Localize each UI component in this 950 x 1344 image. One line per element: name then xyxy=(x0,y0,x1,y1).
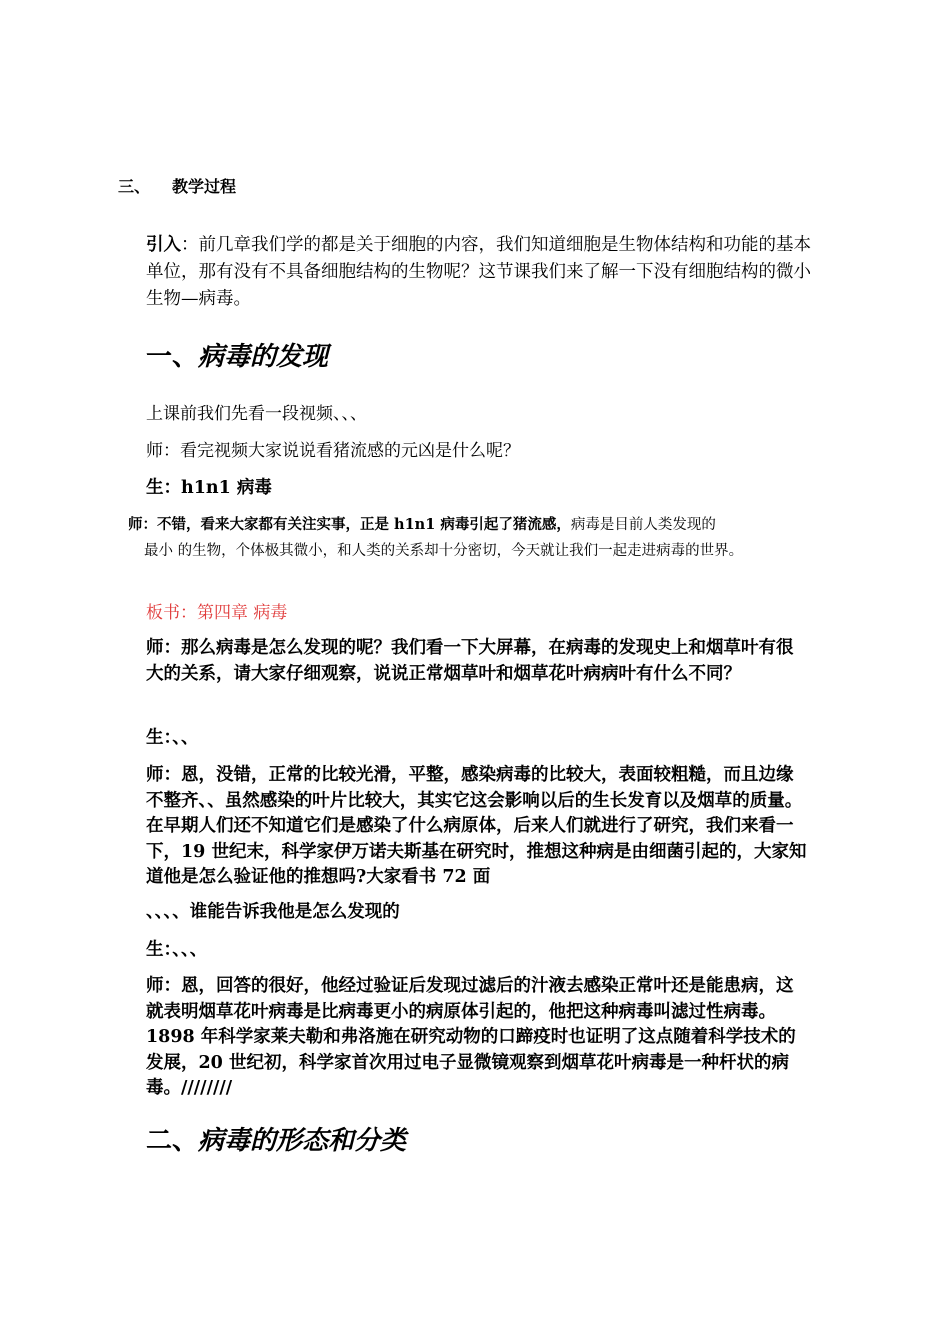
section-title: 教学过程 xyxy=(172,177,237,196)
paragraph-discovery-question: 师：那么病毒是怎么发现的呢？我们看一下大屏幕，在病毒的发现史上和烟草叶有很大的关系，请大家仔细观察，说说正常烟草叶和烟草花叶病病叶有什么不同？ xyxy=(146,638,794,684)
section-number: 三、 xyxy=(118,177,151,196)
paragraph-teacher-filter: 师：恩，回答的很好，他经过验证后发现过滤后的汁液去感染正常叶还是能患病，这就表明烟草花叶病毒是比病毒更小的病原体引起的，他把这种病毒叫滤过性病毒。1898 年科学家莱夫勒和弗洛施在研究动物的口蹄疫时也证明了这点随着科学技术的发展，20 世纪初，科学家首次用过电子显微镜观察到烟草花叶病毒是一种杆状的病毒。//////// xyxy=(146,976,796,1098)
paragraph-teacher-explain xyxy=(128,512,818,564)
paragraph-student-reply-1: 生：、、 xyxy=(146,728,199,748)
section-heading xyxy=(118,174,236,197)
paragraph-teacher-leaf: 师：恩，没错，正常的比较光滑，平整，感染病毒的比较大，表面较粗糙，而且边缘不整齐、、虽然感染的叶片比较大，其实它这会影响以后的生长发育以及烟草的质量。在早期人们还不知道它们是感染了什么病原体，后来人们就进行了研究，我们来看一下，19 世纪末，科学家伊万诺夫斯基在研究时，推想这种病是由细菌引起的，大家知道他是怎么验证他的推想吗?大家看书 72 面 xyxy=(146,765,807,887)
heading-text: 病毒的发现 xyxy=(198,342,329,372)
teacher-explain-line1 xyxy=(128,512,818,539)
intro-text: ：前几章我们学的都是关于细胞的内容，我们知道细胞是生物体结构和功能的基本单位，那有没有不具备细胞结构的生物呢？这节课我们来了解一下没有细胞结构的微小生物—病毒。 xyxy=(146,235,811,309)
paragraph-student-reply-2: 生：、、、 xyxy=(146,940,208,960)
heading-virus-discovery xyxy=(146,336,328,373)
paragraph-teacher-question: 师：看完视频大家说说看猪流感的元凶是什么呢？ xyxy=(146,441,520,461)
teacher-explain-cont: 最小 的生物，个体极其微小，和人类的关系却十分密切，今天就让我们一起走进病毒的世界。 xyxy=(144,542,744,559)
board-note: 板书：第四章 病毒 xyxy=(146,603,288,623)
heading-text: 病毒的形态和分类 xyxy=(198,1126,407,1156)
heading-virus-shape xyxy=(146,1120,406,1157)
teacher-explain-rest: 病毒是目前人类发现的 xyxy=(570,517,716,533)
paragraph-student-answer: 生：h1n1 病毒 xyxy=(146,478,272,498)
heading-prefix: 二、 xyxy=(146,1126,199,1156)
intro-lead: 引入 xyxy=(146,235,181,255)
teacher-explain-bold: 师：不错，看来大家都有关注实事，正是 h1n1 病毒引起了猪流感， xyxy=(128,516,571,533)
paragraph-prompt: 、、、、谁能告诉我他是怎么发现的 xyxy=(146,902,400,922)
paragraph-video: 上课前我们先看一段视频、、、 xyxy=(146,404,367,424)
intro-paragraph xyxy=(146,232,812,313)
heading-prefix: 一、 xyxy=(146,342,199,372)
